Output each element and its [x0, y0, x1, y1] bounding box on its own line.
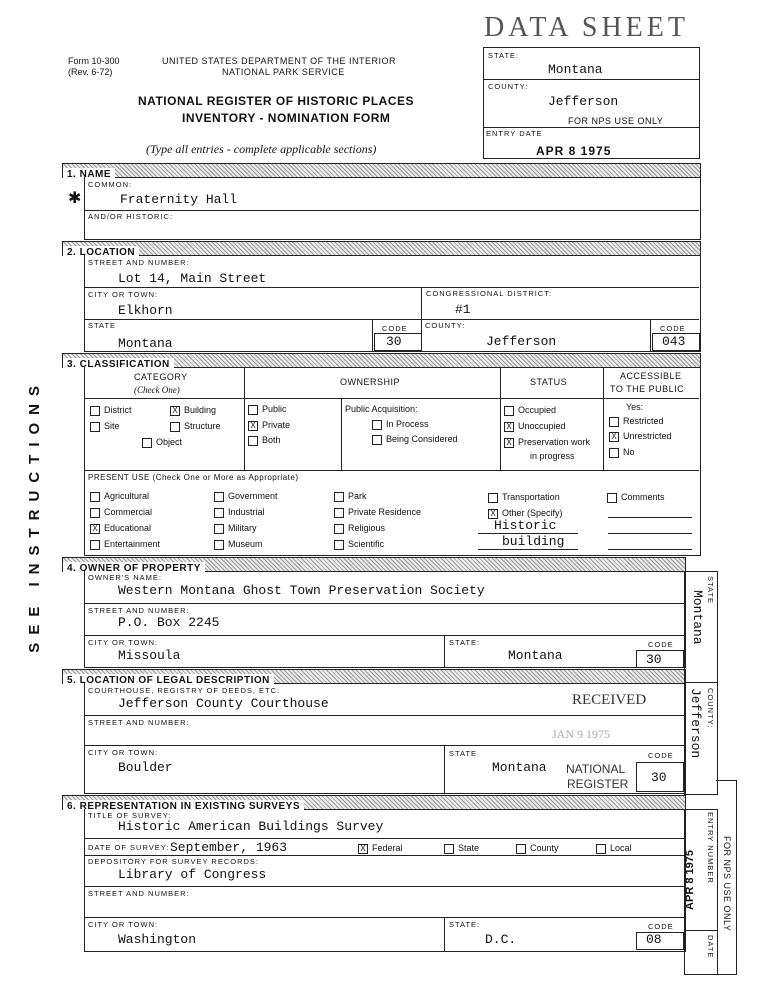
survey-code-label: CODE	[648, 922, 674, 931]
category-building-checkbox[interactable]: X Building	[170, 405, 216, 416]
owner-code-label: CODE	[648, 640, 674, 649]
historic-name-label: AND/OR HISTORIC:	[88, 212, 174, 221]
survey-city-label: CITY OR TOWN:	[88, 920, 159, 929]
accessible-heading: ACCESSIBLE	[620, 371, 682, 381]
ownership-public-checkbox[interactable]: Public	[248, 404, 287, 415]
status-preservation-checkbox[interactable]: X Preservation work	[504, 437, 590, 448]
owner-code-value: 30	[646, 652, 662, 667]
status-preservation-in-progress: in progress	[530, 451, 575, 461]
section-1-box	[84, 177, 701, 240]
legal-state-value: Montana	[492, 760, 547, 775]
use-religious-checkbox[interactable]: Religious	[334, 523, 385, 534]
use-museum-checkbox[interactable]: Museum	[214, 539, 263, 550]
status-heading: STATUS	[530, 377, 568, 387]
accessible-restricted-checkbox[interactable]: Restricted	[609, 416, 664, 427]
side-date-label: DATE	[706, 935, 715, 959]
survey-local-checkbox[interactable]: Local	[596, 843, 632, 854]
survey-code-value: 08	[646, 932, 662, 947]
section-2-header: 2. LOCATION	[62, 241, 701, 256]
received-stamp: RECEIVED	[572, 692, 647, 708]
survey-date-value: September, 1963	[170, 840, 288, 855]
section-3-box	[84, 367, 701, 556]
section-4-header: 4. OWNER OF PROPERTY	[62, 557, 686, 572]
owner-name-value: Western Montana Ghost Town Preservation Society	[118, 583, 485, 598]
congressional-district-label: CONGRESSIONAL DISTRICT:	[426, 289, 553, 298]
national-stamp: NATIONAL	[566, 762, 626, 776]
depository-label: DEPOSITORY FOR SURVEY RECORDS:	[88, 857, 260, 866]
accessible-unrestricted-checkbox[interactable]: X Unrestricted	[609, 431, 672, 442]
owner-name-label: OWNER'S NAME:	[88, 573, 163, 582]
owner-street-label: STREET AND NUMBER:	[88, 606, 190, 615]
legal-street-label: STREET AND NUMBER:	[88, 718, 190, 727]
ownership-both-checkbox[interactable]: Both	[248, 435, 281, 446]
form-number: Form 10-300	[68, 56, 120, 66]
side-date-stamp: APR 8 1975	[684, 850, 696, 910]
public-acquisition-label: Public Acquisition:	[345, 404, 418, 414]
category-heading: CATEGORY	[134, 372, 188, 382]
state-code-value: 30	[386, 334, 402, 349]
section-3-header: 3. CLASSIFICATION	[62, 353, 701, 368]
to-the-public-heading: TO THE PUBLIC	[610, 384, 685, 394]
side-county-label: COUNTY:	[706, 688, 715, 729]
county-code-label: CODE	[660, 324, 686, 333]
county-value: Jefferson	[486, 334, 557, 349]
use-transportation-checkbox[interactable]: Transportation	[488, 492, 560, 503]
use-military-checkbox[interactable]: Military	[214, 523, 257, 534]
see-instructions-side-text: SEE INSTRUCTIONS	[26, 378, 43, 653]
legal-city-value: Boulder	[118, 760, 173, 775]
use-park-checkbox[interactable]: Park	[334, 491, 367, 502]
ownership-heading: OWNERSHIP	[340, 377, 401, 387]
agency: NATIONAL PARK SERVICE	[222, 67, 345, 77]
use-entertainment-checkbox[interactable]: Entertainment	[90, 539, 160, 550]
city-value: Elkhorn	[118, 303, 173, 318]
form-revision: (Rev. 6-72)	[68, 67, 113, 77]
check-one-note: (Check One)	[134, 385, 180, 395]
side-nps-use-only: FOR NPS USE ONLY	[722, 836, 732, 932]
county-code-value: 043	[662, 334, 686, 349]
status-unoccupied-checkbox[interactable]: X Unoccupied	[504, 421, 566, 432]
use-private-residence-checkbox[interactable]: Private Residence	[334, 507, 421, 518]
use-commercial-checkbox[interactable]: Commercial	[90, 507, 152, 518]
owner-city-label: CITY OR TOWN:	[88, 638, 159, 647]
nps-state-label: STATE:	[488, 51, 520, 60]
ownership-private-checkbox[interactable]: X Private	[248, 420, 290, 431]
owner-state-label: STATE:	[449, 638, 481, 647]
nps-use-only: FOR NPS USE ONLY	[568, 116, 664, 126]
use-agricultural-checkbox[interactable]: Agricultural	[90, 491, 149, 502]
category-object-checkbox[interactable]: Object	[142, 437, 182, 448]
legal-city-label: CITY OR TOWN:	[88, 748, 159, 757]
acquisition-being-considered-checkbox[interactable]: Being Considered	[372, 434, 458, 445]
form-instructions: (Type all entries - complete applicable sections)	[146, 142, 377, 156]
congressional-district-value: #1	[455, 302, 471, 317]
use-other-value-line1: Historic	[494, 518, 557, 533]
legal-code-value: 30	[651, 770, 667, 785]
survey-state-value: D.C.	[485, 932, 517, 947]
depository-value: Library of Congress	[118, 867, 267, 882]
present-use-heading: PRESENT USE (Check One or More as Appropriate)	[88, 473, 299, 482]
category-site-checkbox[interactable]: Site	[90, 421, 120, 432]
handwritten-mark: ✱	[68, 190, 82, 207]
legal-state-label: STATE	[449, 749, 478, 758]
survey-title-value: Historic American Buildings Survey	[118, 819, 384, 834]
form-title: NATIONAL REGISTER OF HISTORIC PLACES	[138, 94, 415, 108]
common-name-value: Fraternity Hall	[120, 192, 238, 207]
survey-street-label: STREET AND NUMBER:	[88, 889, 190, 898]
city-label: CITY OR TOWN:	[88, 290, 159, 299]
use-scientific-checkbox[interactable]: Scientific	[334, 539, 384, 550]
side-entry-number-label: ENTRY NUMBER	[706, 812, 715, 884]
department: UNITED STATES DEPARTMENT OF THE INTERIOR	[162, 56, 397, 66]
accessible-no-checkbox[interactable]: No	[609, 447, 635, 458]
survey-county-checkbox[interactable]: County	[516, 843, 559, 854]
acquisition-in-process-checkbox[interactable]: In Process	[372, 419, 429, 430]
state-value: Montana	[118, 336, 173, 351]
use-other-value-line2: building	[502, 534, 565, 549]
county-label: COUNTY:	[425, 321, 466, 330]
register-stamp: REGISTER	[567, 777, 629, 791]
common-name-label: COMMON:	[88, 180, 133, 189]
use-other-checkbox[interactable]: X Other (Specify)	[488, 508, 563, 519]
survey-federal-checkbox[interactable]: X Federal	[358, 843, 403, 854]
section-6-header: 6. REPRESENTATION IN EXISTING SURVEYS	[62, 795, 686, 810]
side-state-value: Montana	[690, 590, 705, 645]
use-educational-checkbox[interactable]: X Educational	[90, 523, 151, 534]
entry-date-label: ENTRY DATE	[486, 129, 543, 138]
side-state-label: STATE	[706, 576, 715, 605]
category-structure-checkbox[interactable]: Structure	[170, 421, 221, 432]
nps-county-label: COUNTY:	[488, 82, 529, 91]
category-district-checkbox[interactable]: District	[90, 405, 132, 416]
nps-county-value: Jefferson	[548, 94, 619, 109]
courthouse-value: Jefferson County Courthouse	[118, 696, 329, 711]
accessible-yes-label: Yes:	[626, 402, 644, 412]
survey-city-value: Washington	[118, 932, 197, 947]
street-label: STREET AND NUMBER:	[88, 258, 190, 267]
owner-city-value: Missoula	[118, 648, 181, 663]
survey-state-checkbox[interactable]: State	[444, 843, 479, 854]
owner-street-value: P.O. Box 2245	[118, 615, 220, 630]
legal-code-label: CODE	[648, 751, 674, 760]
courthouse-label: COURTHOUSE, REGISTRY OF DEEDS, ETC:	[88, 686, 281, 695]
received-date-stamp: JAN 9 1975	[552, 727, 611, 741]
use-comments-checkbox[interactable]: Comments	[607, 492, 665, 503]
side-county-value: Jefferson	[688, 688, 703, 759]
section-1-header: 1. NAME	[62, 163, 701, 178]
state-code-label: CODE	[382, 324, 408, 333]
entry-date-stamp: APR 8 1975	[536, 144, 612, 158]
owner-state-value: Montana	[508, 648, 563, 663]
use-industrial-checkbox[interactable]: Industrial	[214, 507, 265, 518]
survey-title-label: TITLE OF SURVEY:	[88, 811, 172, 820]
use-government-checkbox[interactable]: Government	[214, 491, 278, 502]
state-label: STATE	[88, 321, 117, 330]
survey-state-label: STATE:	[449, 920, 481, 929]
survey-date-label: DATE OF SURVEY:	[88, 843, 170, 852]
street-value: Lot 14, Main Street	[118, 271, 267, 286]
data-sheet-stamp: DATA SHEET	[484, 12, 689, 43]
nps-state-value: Montana	[548, 62, 603, 77]
status-occupied-checkbox[interactable]: Occupied	[504, 405, 556, 416]
section-5-header: 5. LOCATION OF LEGAL DESCRIPTION	[62, 669, 686, 684]
form-subtitle: INVENTORY - NOMINATION FORM	[182, 111, 391, 125]
